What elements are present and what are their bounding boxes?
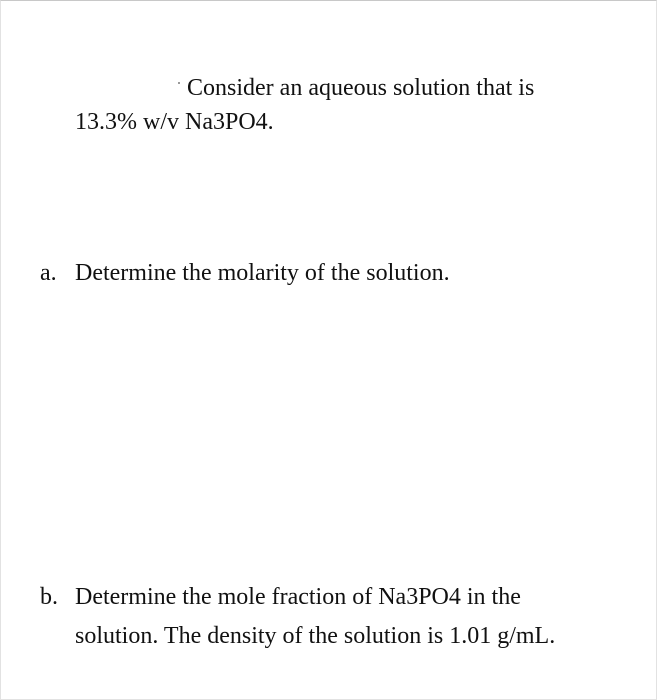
question-a-text: Determine the molarity of the solution. [75, 260, 450, 286]
intro-line-2: 13.3% w/v Na3PO4. [75, 109, 274, 135]
question-b-text-line-1: Determine the mole fraction of Na3PO4 in the [75, 584, 521, 610]
question-b-text-line-2: solution. The density of the solution is 1.01 g/mL. [75, 623, 556, 649]
intro-line-1: Consider an aqueous solution that is [187, 75, 535, 101]
question-a-label: a. [40, 260, 57, 286]
question-b-label: b. [40, 584, 58, 610]
stray-mark [178, 82, 180, 84]
